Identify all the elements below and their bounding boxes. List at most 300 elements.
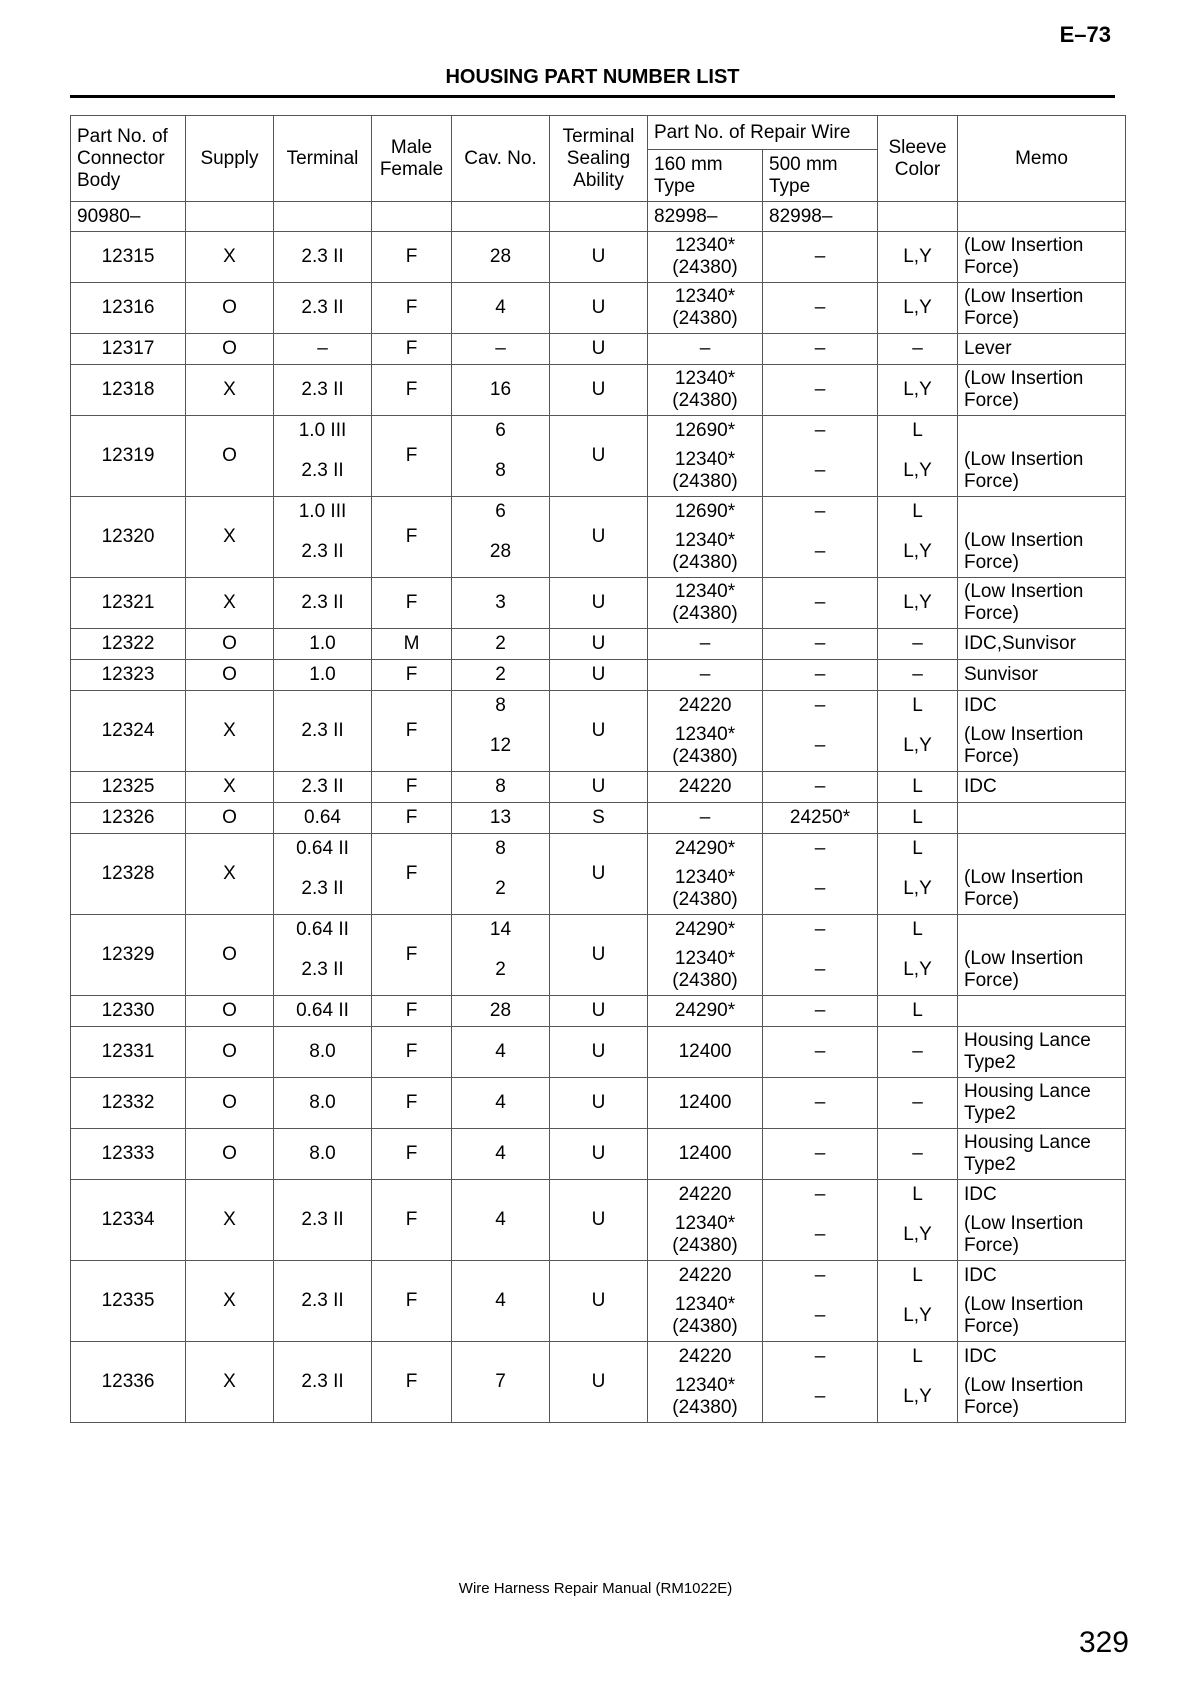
cell-supply: X [186, 834, 274, 915]
cell-wire-160-value: 12400 [678, 1041, 732, 1062]
cell-wire-500 [763, 1261, 878, 1342]
cell-wire-160-value: 12340* (24380) [672, 1294, 738, 1337]
cell-supply: X [186, 691, 274, 772]
table-row [71, 629, 1126, 660]
cell-sealing: U [550, 660, 648, 691]
table-row [71, 365, 1126, 416]
cell-wire-500-value: – [814, 592, 826, 613]
cell-male-female: M [372, 629, 452, 660]
cell-cav-no-value: 6 [495, 501, 506, 522]
cell-wire-500-value: – [814, 379, 826, 400]
table-row [71, 232, 1126, 283]
cell-wire-500-value: – [814, 959, 826, 980]
cell-wire-500-value: – [814, 246, 826, 267]
cell-wire-500 [763, 365, 878, 416]
cell-wire-160 [648, 996, 763, 1027]
title-rule [70, 95, 1115, 98]
cell-wire-500-value: – [814, 338, 826, 359]
cell-cav-no [452, 803, 550, 834]
cell-wire-160 [648, 416, 763, 497]
cell-wire-500 [763, 772, 878, 803]
cell-terminal [274, 1027, 372, 1078]
cell-terminal-value: 8.0 [309, 1041, 336, 1062]
cell-cav-no-value: 3 [495, 592, 506, 613]
cell-wire-160-value: 12340* (24380) [672, 581, 738, 624]
cell-memo [958, 1027, 1126, 1078]
table-row [71, 996, 1126, 1027]
cell-male-female: F [372, 416, 452, 497]
cell-cav-no [452, 691, 550, 772]
cell-wire-500-value: – [814, 878, 826, 899]
cell-cav-no-value: 4 [495, 1143, 506, 1164]
cell-sleeve [878, 660, 958, 691]
cell-supply: O [186, 1027, 274, 1078]
cell-terminal: 2.3 II [274, 1180, 372, 1261]
cell-male-female: F [372, 1261, 452, 1342]
cell-male-female: F [372, 578, 452, 629]
cell-memo-value: Housing Lance Type2 [964, 1081, 1091, 1124]
cell-cav-no-value: 28 [489, 246, 512, 267]
cell-wire-160-value: 12340* (24380) [672, 1213, 738, 1256]
cell-wire-500 [763, 660, 878, 691]
cell-supply: O [186, 1129, 274, 1180]
cell-cav-no-value: 2 [495, 959, 506, 980]
cell-cav-no [452, 629, 550, 660]
table-row [71, 283, 1126, 334]
cell-terminal-value: 0.64 II [296, 1000, 349, 1021]
cell-memo-value: (Low Insertion Force) [964, 724, 1084, 767]
table-row [71, 834, 1126, 915]
cell-male-female: F [372, 996, 452, 1027]
cell-wire-500-value: – [814, 838, 826, 859]
cell-part-no: 12331 [71, 1027, 186, 1078]
cell-cav-no-value: 6 [495, 420, 506, 441]
cell-part-no: 12324 [71, 691, 186, 772]
cell-memo [958, 915, 1126, 996]
cell-sleeve-value: L,Y [903, 460, 932, 481]
cell-memo-value [958, 497, 1125, 527]
cell-terminal-value: 2.3 II [301, 878, 344, 899]
cell-sleeve-value: L,Y [903, 379, 932, 400]
cell-sleeve [878, 1180, 958, 1261]
cell-wire-160-value: 12690* [674, 420, 736, 441]
cell-wire-160-value: 24220 [678, 1265, 732, 1286]
cell-terminal [274, 660, 372, 691]
cell-cav-no-value: 8 [495, 838, 506, 859]
cell-wire-500-value: – [814, 460, 826, 481]
cell-memo [958, 1078, 1126, 1129]
cell-sleeve-value: – [912, 1041, 923, 1062]
cell-memo-value [958, 803, 1125, 833]
cell-male-female: F [372, 803, 452, 834]
cell-memo-value: Housing Lance Type2 [964, 1132, 1091, 1175]
cell-wire-160-value: 12340* (24380) [672, 530, 738, 573]
cell-terminal-value: 2.3 II [301, 776, 344, 797]
cell-terminal-value: 2.3 II [301, 541, 344, 562]
cell-wire-160 [648, 915, 763, 996]
cell-wire-500-value: – [814, 420, 826, 441]
cell-terminal-value: 2.3 II [301, 379, 344, 400]
cell-wire-160 [648, 365, 763, 416]
cell-memo [958, 1342, 1126, 1423]
cell-sleeve [878, 416, 958, 497]
cell-memo-value: (Low Insertion Force) [964, 286, 1084, 329]
cell-terminal-value: 2.3 II [301, 592, 344, 613]
cell-terminal-value: – [317, 338, 328, 359]
cell-memo [958, 578, 1126, 629]
cell-wire-160 [648, 1078, 763, 1129]
cell-cav-no-value: 4 [495, 1092, 506, 1113]
cell-male-female: F [372, 1342, 452, 1423]
cell-sleeve [878, 1129, 958, 1180]
cell-memo [958, 1180, 1126, 1261]
cell-terminal-value: 8.0 [309, 1092, 336, 1113]
prefix-row [71, 202, 1126, 232]
page-code: E–73 [1059, 22, 1111, 47]
cell-cav-no-value: 13 [489, 807, 512, 828]
cell-sleeve-value: L,Y [903, 1386, 932, 1407]
cell-cav-no-value: 2 [495, 664, 506, 685]
cell-sleeve-value: L,Y [903, 878, 932, 899]
cell-wire-160 [648, 283, 763, 334]
cell-wire-500 [763, 1180, 878, 1261]
cell-terminal-value: 2.3 II [301, 297, 344, 318]
cell-memo-value: (Low Insertion Force) [964, 235, 1084, 278]
cell-male-female: F [372, 365, 452, 416]
cell-male-female: F [372, 691, 452, 772]
cell-wire-500-value: – [814, 1265, 826, 1286]
cell-wire-160-value: 12340* (24380) [672, 724, 738, 767]
cell-cav-no-value: 4 [495, 1041, 506, 1062]
cell-memo [958, 1261, 1126, 1342]
cell-wire-500-value: – [814, 776, 826, 797]
cell-wire-500 [763, 691, 878, 772]
cell-wire-160 [648, 1027, 763, 1078]
cell-sealing: U [550, 283, 648, 334]
cell-part-no: 12334 [71, 1180, 186, 1261]
cell-wire-500 [763, 996, 878, 1027]
cell-sealing: U [550, 334, 648, 365]
cell-supply: X [186, 1342, 274, 1423]
cell-memo-value: (Low Insertion Force) [964, 1213, 1084, 1256]
cell-wire-500-value: – [814, 541, 826, 562]
footer-manual: Wire Harness Repair Manual (RM1022E) [458, 1580, 733, 1597]
cell-wire-500-value: – [814, 664, 826, 685]
cell-sleeve-value: L,Y [903, 1305, 932, 1326]
cell-part-no: 12320 [71, 497, 186, 578]
cell-wire-160 [648, 803, 763, 834]
table-row [71, 1261, 1126, 1342]
cell-wire-160-value: 24220 [678, 1184, 732, 1205]
table-row [71, 1078, 1126, 1129]
cell-memo [958, 996, 1126, 1027]
cell-sealing: U [550, 1180, 648, 1261]
cell-wire-500-value: – [814, 501, 826, 522]
cell-terminal-value: 1.0 [309, 664, 336, 685]
table-row [71, 660, 1126, 691]
cell-cav-no: 4 [452, 1261, 550, 1342]
header-wire-160: 160 mm Type [648, 150, 763, 202]
cell-memo [958, 629, 1126, 660]
header-sleeve: Sleeve Color [878, 116, 958, 202]
cell-memo-value [958, 996, 1125, 1026]
cell-wire-500 [763, 283, 878, 334]
cell-memo-value: IDC [964, 1184, 997, 1205]
cell-memo [958, 283, 1126, 334]
cell-wire-160-value: – [699, 664, 711, 685]
cell-cav-no [452, 1027, 550, 1078]
cell-sleeve [878, 334, 958, 365]
cell-male-female: F [372, 834, 452, 915]
cell-supply: O [186, 1078, 274, 1129]
cell-wire-160-value: 12340* (24380) [672, 449, 738, 492]
cell-cav-no [452, 232, 550, 283]
cell-wire-500-value: – [814, 735, 826, 756]
cell-memo-value: (Low Insertion Force) [964, 449, 1084, 492]
cell-sleeve-value: L [912, 1000, 923, 1021]
cell-sleeve [878, 996, 958, 1027]
cell-terminal-value: 2.3 II [301, 959, 344, 980]
cell-terminal [274, 629, 372, 660]
cell-wire-500-value: – [814, 1346, 826, 1367]
cell-wire-500-value: – [814, 633, 826, 654]
cell-cav-no-value: 2 [495, 878, 506, 899]
cell-part-no: 12323 [71, 660, 186, 691]
cell-part-no: 12336 [71, 1342, 186, 1423]
cell-wire-500-value: – [814, 1305, 826, 1326]
cell-wire-160-value: 12340* (24380) [672, 1375, 738, 1418]
cell-sleeve [878, 1342, 958, 1423]
cell-memo-value [958, 834, 1125, 864]
cell-wire-160-value: 12400 [678, 1092, 732, 1113]
cell-terminal-value: 8.0 [309, 1143, 336, 1164]
table-row [71, 691, 1126, 772]
cell-wire-500-value: – [814, 1092, 826, 1113]
cell-wire-500-value: – [814, 1386, 826, 1407]
cell-cav-no-value: 8 [495, 776, 506, 797]
cell-supply: O [186, 915, 274, 996]
cell-sealing: U [550, 365, 648, 416]
cell-wire-160 [648, 691, 763, 772]
cell-terminal-value: 0.64 II [296, 838, 349, 859]
cell-sleeve [878, 497, 958, 578]
cell-sleeve-value: – [912, 338, 923, 359]
cell-sealing: U [550, 1261, 648, 1342]
cell-cav-no-value: 14 [489, 919, 512, 940]
cell-wire-500 [763, 1342, 878, 1423]
cell-sleeve-value: L [912, 1184, 923, 1205]
cell-sealing: U [550, 416, 648, 497]
header-wire-500: 500 mm Type [763, 150, 878, 202]
cell-memo-value: Housing Lance Type2 [964, 1030, 1091, 1073]
cell-memo-value: (Low Insertion Force) [964, 368, 1084, 411]
housing-table-container [70, 115, 1126, 1423]
cell-wire-160 [648, 334, 763, 365]
cell-memo [958, 497, 1126, 578]
cell-wire-160-value: – [699, 338, 711, 359]
cell-sleeve [878, 803, 958, 834]
cell-sleeve-value: L,Y [903, 541, 932, 562]
cell-wire-160 [648, 1129, 763, 1180]
cell-sleeve-value: L,Y [903, 592, 932, 613]
cell-terminal-value: 1.0 III [298, 501, 347, 522]
cell-memo [958, 1129, 1126, 1180]
cell-cav-no: 7 [452, 1342, 550, 1423]
cell-wire-160 [648, 1261, 763, 1342]
cell-terminal [274, 772, 372, 803]
table-row [71, 1180, 1126, 1261]
table-row [71, 334, 1126, 365]
cell-cav-no [452, 834, 550, 915]
cell-part-no: 12335 [71, 1261, 186, 1342]
cell-male-female: F [372, 915, 452, 996]
cell-wire-160 [648, 232, 763, 283]
cell-wire-160 [648, 629, 763, 660]
table-row [71, 1027, 1126, 1078]
cell-wire-160-value: 12340* (24380) [672, 368, 738, 411]
cell-wire-160-value: 24220 [678, 695, 732, 716]
cell-terminal-value: 0.64 [304, 807, 341, 828]
cell-cav-no [452, 365, 550, 416]
cell-sleeve [878, 283, 958, 334]
cell-supply: O [186, 660, 274, 691]
prefix-wire-500: 82998– [763, 202, 878, 232]
cell-sleeve-value: – [912, 664, 923, 685]
cell-cav-no [452, 996, 550, 1027]
cell-cav-no-value: 8 [495, 460, 506, 481]
cell-memo-value: IDC [964, 776, 997, 797]
cell-memo [958, 803, 1126, 834]
table-row [71, 1342, 1126, 1423]
prefix-wire-160: 82998– [648, 202, 763, 232]
cell-sleeve-value: L [912, 776, 923, 797]
cell-sealing: U [550, 578, 648, 629]
cell-supply: X [186, 497, 274, 578]
cell-cav-no-value: 2 [495, 633, 506, 654]
header-supply: Supply [186, 116, 274, 202]
cell-part-no: 12330 [71, 996, 186, 1027]
cell-male-female: F [372, 772, 452, 803]
cell-male-female: F [372, 497, 452, 578]
cell-terminal: 2.3 II [274, 691, 372, 772]
cell-wire-500 [763, 629, 878, 660]
cell-part-no: 12326 [71, 803, 186, 834]
cell-wire-500 [763, 232, 878, 283]
cell-cav-no [452, 660, 550, 691]
cell-cav-no [452, 416, 550, 497]
table-row [71, 915, 1126, 996]
cell-male-female: F [372, 1180, 452, 1261]
cell-wire-160 [648, 772, 763, 803]
cell-sleeve-value: L,Y [903, 735, 932, 756]
cell-supply: O [186, 996, 274, 1027]
cell-wire-500-value: 24250* [789, 807, 851, 828]
cell-supply: O [186, 803, 274, 834]
cell-sleeve-value: L [912, 695, 923, 716]
cell-sealing: S [550, 803, 648, 834]
cell-sealing: U [550, 1342, 648, 1423]
housing-part-table [70, 115, 1126, 1423]
cell-supply: X [186, 365, 274, 416]
cell-terminal-value: 2.3 II [301, 246, 344, 267]
cell-cav-no [452, 915, 550, 996]
cell-memo-value [958, 416, 1125, 446]
cell-sleeve-value: L,Y [903, 246, 932, 267]
cell-cav-no [452, 772, 550, 803]
cell-memo-value [958, 915, 1125, 945]
cell-male-female: F [372, 232, 452, 283]
cell-memo [958, 660, 1126, 691]
cell-memo-value: IDC [964, 1346, 997, 1367]
page-number: 329 [1078, 1626, 1129, 1659]
cell-memo [958, 365, 1126, 416]
cell-wire-500 [763, 803, 878, 834]
prefix-part: 90980– [71, 202, 186, 232]
cell-part-no: 12328 [71, 834, 186, 915]
cell-terminal [274, 334, 372, 365]
cell-wire-160-value: 24290* [674, 838, 736, 859]
table-body [71, 202, 1126, 1423]
cell-terminal-value: 2.3 II [301, 460, 344, 481]
cell-memo [958, 416, 1126, 497]
cell-cav-no-value: 16 [489, 379, 512, 400]
cell-sealing: U [550, 497, 648, 578]
cell-part-no: 12329 [71, 915, 186, 996]
cell-wire-160-value: 24220 [678, 1346, 732, 1367]
cell-part-no: 12319 [71, 416, 186, 497]
page-title: HOUSING PART NUMBER LIST [445, 66, 740, 88]
cell-sleeve-value: – [912, 1092, 923, 1113]
cell-memo-value: IDC [964, 1265, 997, 1286]
cell-wire-500-value: – [814, 919, 826, 940]
cell-memo-value: (Low Insertion Force) [964, 581, 1084, 624]
cell-memo-value: (Low Insertion Force) [964, 867, 1084, 910]
cell-part-no: 12332 [71, 1078, 186, 1129]
cell-terminal [274, 232, 372, 283]
cell-wire-500-value: – [814, 1143, 826, 1164]
cell-supply: X [186, 772, 274, 803]
cell-male-female: F [372, 1078, 452, 1129]
cell-wire-160 [648, 834, 763, 915]
cell-part-no: 12318 [71, 365, 186, 416]
header-repair-wire: Part No. of Repair Wire [648, 116, 878, 150]
cell-memo-value: Sunvisor [964, 664, 1038, 685]
header-memo: Memo [958, 116, 1126, 202]
cell-sleeve [878, 915, 958, 996]
header-part-no: Part No. of Connector Body [71, 116, 186, 202]
cell-sleeve [878, 1078, 958, 1129]
cell-terminal [274, 1129, 372, 1180]
table-row [71, 1129, 1126, 1180]
cell-wire-500 [763, 334, 878, 365]
cell-cav-no [452, 1078, 550, 1129]
cell-sleeve-value: L [912, 919, 923, 940]
cell-part-no: 12317 [71, 334, 186, 365]
cell-supply: X [186, 578, 274, 629]
header-cav-no: Cav. No. [452, 116, 550, 202]
header-terminal: Terminal [274, 116, 372, 202]
cell-sleeve-value: L [912, 1265, 923, 1286]
cell-terminal [274, 283, 372, 334]
cell-wire-500-value: – [814, 1000, 826, 1021]
cell-male-female: F [372, 1129, 452, 1180]
table-row [71, 803, 1126, 834]
cell-terminal-value: 1.0 III [298, 420, 347, 441]
cell-memo [958, 691, 1126, 772]
cell-memo-value: (Low Insertion Force) [964, 1375, 1084, 1418]
cell-sealing: U [550, 1078, 648, 1129]
cell-male-female: F [372, 1027, 452, 1078]
